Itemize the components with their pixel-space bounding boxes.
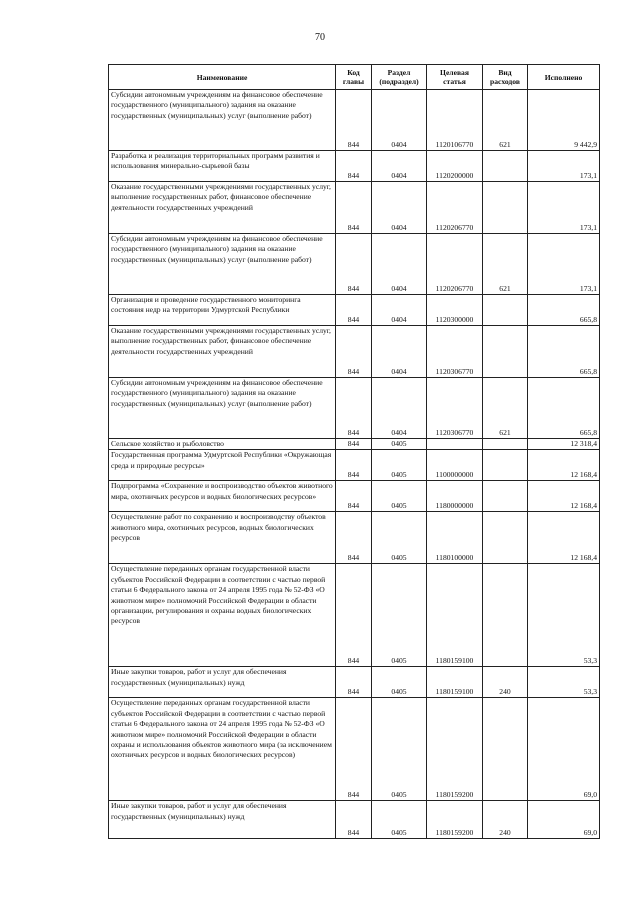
budget-table xyxy=(108,64,600,839)
row-target-cell: 1180000000 xyxy=(427,481,483,512)
table-row xyxy=(109,90,600,151)
row-name-cell: Подпрограмма «Сохранение и воспроизводство объектов животного мира, охотничьих ресурсов и водных биологических ресурсов» xyxy=(109,481,336,512)
row-executed-cell: 173,1 xyxy=(528,151,600,182)
row-expense-type-cell: 240 xyxy=(483,801,528,839)
row-section-cell: 0405 xyxy=(372,512,427,564)
row-name-cell: Субсидии автономным учреждениям на финансовое обеспечение государственного (муниципального) задания на оказание государственных (муниципальных) услуг (выполнение работ) xyxy=(109,378,336,439)
row-name-cell: Государственная программа Удмуртской Республики «Окружающая среда и природные ресурсы» xyxy=(109,450,336,481)
table-header-row xyxy=(109,65,600,90)
row-target-cell: 1100000000 xyxy=(427,450,483,481)
row-expense-type-cell xyxy=(483,439,528,450)
row-section-cell: 0404 xyxy=(372,295,427,326)
row-target-cell: 1120200000 xyxy=(427,151,483,182)
header-target: Целевая статья xyxy=(427,65,483,90)
row-section-cell: 0405 xyxy=(372,801,427,839)
row-chapter-cell: 844 xyxy=(336,481,372,512)
table-row xyxy=(109,481,600,512)
row-chapter-cell: 844 xyxy=(336,295,372,326)
row-target-cell: 1120206770 xyxy=(427,182,483,234)
row-executed-cell: 665,8 xyxy=(528,295,600,326)
row-executed-cell: 53,3 xyxy=(528,564,600,667)
table-row xyxy=(109,564,600,667)
table-row xyxy=(109,234,600,295)
table-row xyxy=(109,667,600,698)
row-target-cell: 1120306770 xyxy=(427,378,483,439)
row-section-cell: 0405 xyxy=(372,439,427,450)
row-section-cell: 0405 xyxy=(372,481,427,512)
row-section-cell: 0404 xyxy=(372,326,427,378)
row-executed-cell: 12 168,4 xyxy=(528,512,600,564)
table-row xyxy=(109,295,600,326)
row-expense-type-cell xyxy=(483,151,528,182)
table-row xyxy=(109,326,600,378)
row-chapter-cell: 844 xyxy=(336,234,372,295)
row-executed-cell: 12 168,4 xyxy=(528,450,600,481)
row-name-cell: Организация и проведение государственного мониторинга состояния недр на территории Удмуртской Республики xyxy=(109,295,336,326)
row-expense-type-cell: 621 xyxy=(483,234,528,295)
row-executed-cell: 12 318,4 xyxy=(528,439,600,450)
row-target-cell: 1180159100 xyxy=(427,564,483,667)
row-expense-type-cell xyxy=(483,182,528,234)
row-executed-cell: 12 168,4 xyxy=(528,481,600,512)
row-name-cell: Субсидии автономным учреждениям на финансовое обеспечение государственного (муниципального) задания на оказание государственных (муниципальных) услуг (выполнение работ) xyxy=(109,90,336,151)
row-chapter-cell: 844 xyxy=(336,326,372,378)
table-row xyxy=(109,698,600,801)
row-executed-cell: 69,0 xyxy=(528,801,600,839)
row-target-cell: 1180159200 xyxy=(427,801,483,839)
row-name-cell: Оказание государственными учреждениями государственных услуг, выполнение государственных работ, финансовое обеспечение деятельности государственных учреждений xyxy=(109,326,336,378)
row-chapter-cell: 844 xyxy=(336,564,372,667)
table-row xyxy=(109,151,600,182)
row-section-cell: 0404 xyxy=(372,90,427,151)
table-row xyxy=(109,182,600,234)
row-name-cell: Иные закупки товаров, работ и услуг для обеспечения государственных (муниципальных) нужд xyxy=(109,667,336,698)
row-target-cell: 1120206770 xyxy=(427,234,483,295)
row-chapter-cell: 844 xyxy=(336,801,372,839)
row-expense-type-cell xyxy=(483,564,528,667)
row-chapter-cell: 844 xyxy=(336,182,372,234)
row-chapter-cell: 844 xyxy=(336,90,372,151)
table-row xyxy=(109,450,600,481)
row-name-cell: Иные закупки товаров, работ и услуг для обеспечения государственных (муниципальных) нужд xyxy=(109,801,336,839)
row-chapter-cell: 844 xyxy=(336,698,372,801)
row-target-cell: 1120306770 xyxy=(427,326,483,378)
row-section-cell: 0404 xyxy=(372,378,427,439)
row-section-cell: 0404 xyxy=(372,151,427,182)
header-executed: Исполнено xyxy=(528,65,600,90)
row-expense-type-cell xyxy=(483,512,528,564)
row-executed-cell: 173,1 xyxy=(528,234,600,295)
row-executed-cell: 173,1 xyxy=(528,182,600,234)
row-target-cell: 1180159200 xyxy=(427,698,483,801)
table-row xyxy=(109,378,600,439)
row-section-cell: 0405 xyxy=(372,564,427,667)
table-row xyxy=(109,439,600,450)
row-expense-type-cell: 240 xyxy=(483,667,528,698)
row-target-cell: 1120106770 xyxy=(427,90,483,151)
row-expense-type-cell xyxy=(483,481,528,512)
row-name-cell: Оказание государственными учреждениями государственных услуг, выполнение государственных работ, финансовое обеспечение деятельности государственных учреждений xyxy=(109,182,336,234)
row-expense-type-cell: 621 xyxy=(483,90,528,151)
row-section-cell: 0404 xyxy=(372,234,427,295)
row-executed-cell: 665,8 xyxy=(528,326,600,378)
row-chapter-cell: 844 xyxy=(336,450,372,481)
row-executed-cell: 665,8 xyxy=(528,378,600,439)
header-section: Раздел (подраздел) xyxy=(372,65,427,90)
row-executed-cell: 53,3 xyxy=(528,667,600,698)
row-name-cell: Осуществление переданных органам государственной власти субъектов Российской Федерации в соответствии с частью первой статьи 6 Федерального закона от 24 апреля 1995 года № 52-ФЗ «О животном мире» полномочий Российской Федерации в области организации, регулирования и охраны водных биологических ресурсов xyxy=(109,564,336,667)
row-expense-type-cell: 621 xyxy=(483,378,528,439)
table-row xyxy=(109,801,600,839)
row-chapter-cell: 844 xyxy=(336,512,372,564)
header-chapter-code: Код главы xyxy=(336,65,372,90)
row-chapter-cell: 844 xyxy=(336,151,372,182)
row-expense-type-cell xyxy=(483,326,528,378)
row-expense-type-cell xyxy=(483,295,528,326)
row-section-cell: 0404 xyxy=(372,182,427,234)
header-expense-type: Вид расходов xyxy=(483,65,528,90)
header-name: Наименование xyxy=(109,65,336,90)
row-chapter-cell: 844 xyxy=(336,667,372,698)
row-target-cell: 1180100000 xyxy=(427,512,483,564)
row-chapter-cell: 844 xyxy=(336,378,372,439)
row-name-cell: Субсидии автономным учреждениям на финансовое обеспечение государственного (муниципального) задания на оказание государственных (муниципальных) услуг (выполнение работ) xyxy=(109,234,336,295)
row-target-cell: 1180159100 xyxy=(427,667,483,698)
row-target-cell xyxy=(427,439,483,450)
row-executed-cell: 9 442,9 xyxy=(528,90,600,151)
table-row xyxy=(109,512,600,564)
row-section-cell: 0405 xyxy=(372,450,427,481)
row-name-cell: Осуществление переданных органам государственной власти субъектов Российской Федерации в соответствии с частью первой статьи 6 Федерального закона от 24 апреля 1995 года № 52-ФЗ «О животном мире» полномочий Российской Федерации в области охраны и использования объектов животного мира (за исключением охотничьих ресурсов и водных биологических ресурсов) xyxy=(109,698,336,801)
row-expense-type-cell xyxy=(483,450,528,481)
row-expense-type-cell xyxy=(483,698,528,801)
row-chapter-cell: 844 xyxy=(336,439,372,450)
row-section-cell: 0405 xyxy=(372,698,427,801)
page-number: 70 xyxy=(315,32,325,43)
row-name-cell: Осуществление работ по сохранению и воспроизводству объектов животного мира, охотничьих ресурсов, водных биологических ресурсов xyxy=(109,512,336,564)
row-section-cell: 0405 xyxy=(372,667,427,698)
row-target-cell: 1120300000 xyxy=(427,295,483,326)
row-executed-cell: 69,0 xyxy=(528,698,600,801)
row-name-cell: Сельское хозяйство и рыболовство xyxy=(109,439,336,450)
row-name-cell: Разработка и реализация территориальных программ развития и использования минерально-сырьевой базы xyxy=(109,151,336,182)
